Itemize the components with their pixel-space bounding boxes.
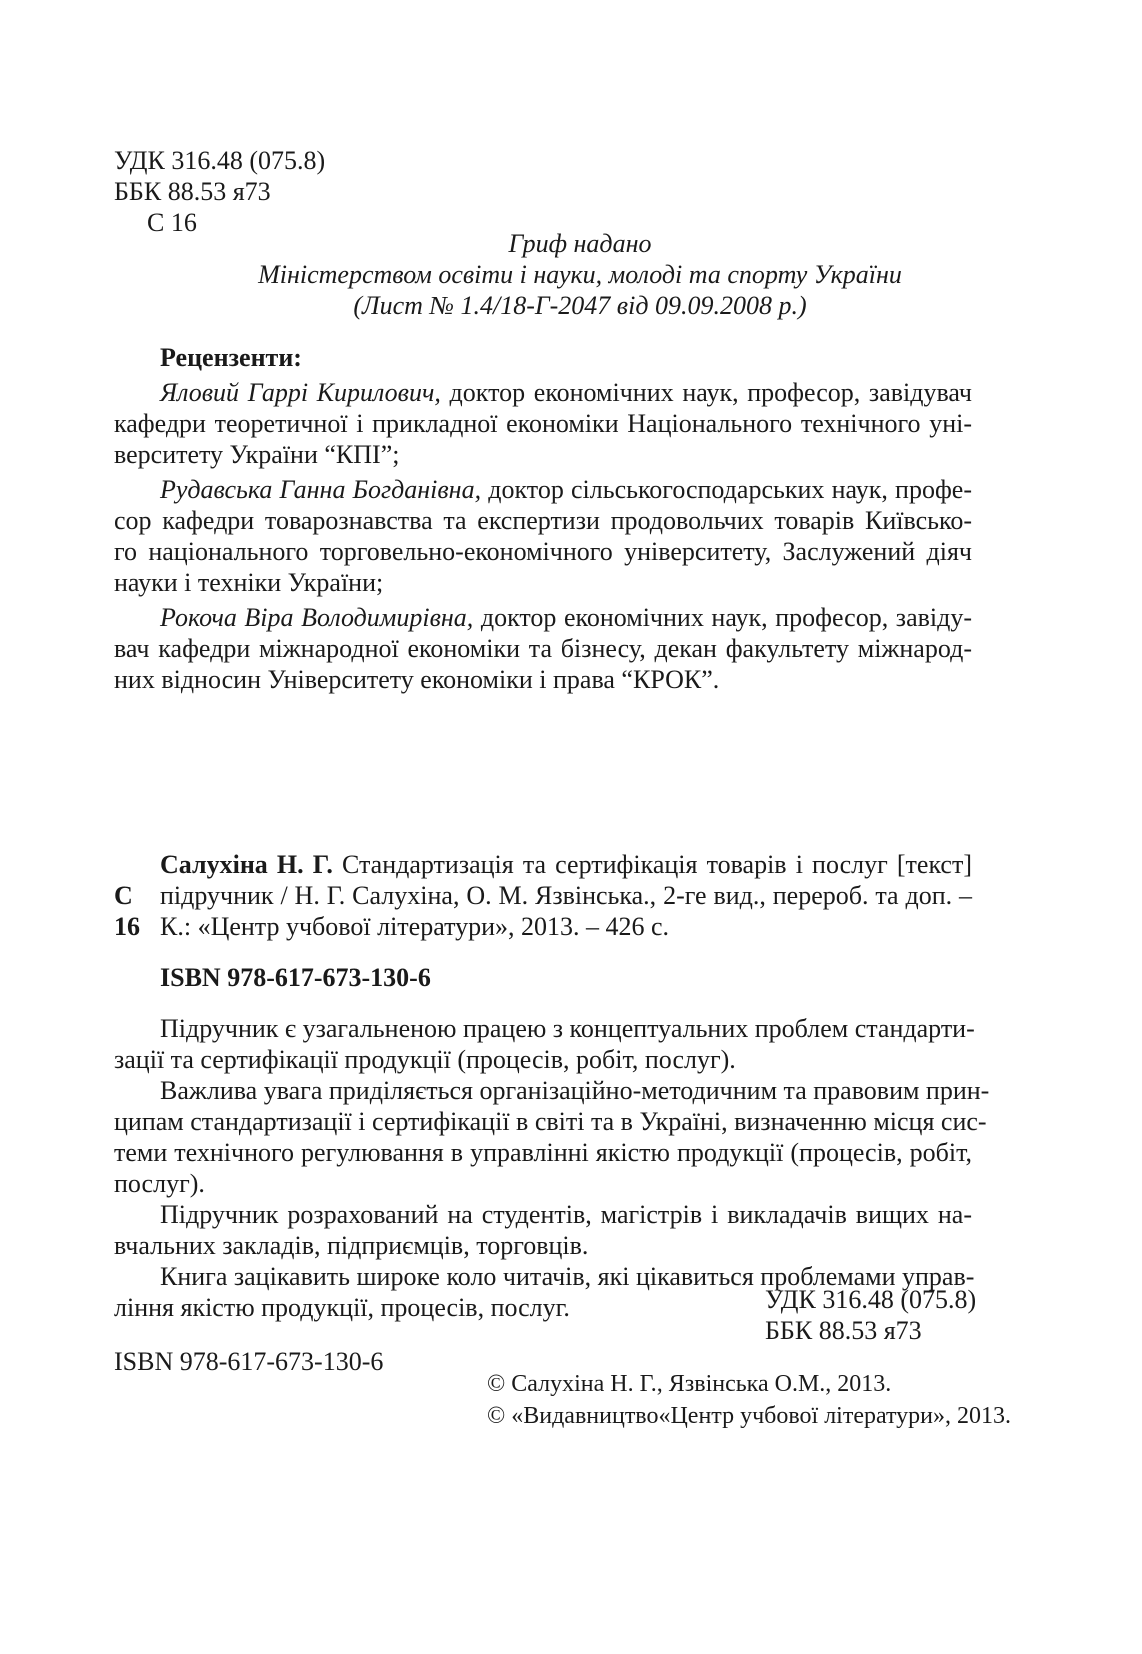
reviewer-entry: [114, 602, 972, 695]
copyright-line-1: © Салухіна Н. Г., Язвінська О.М., 2013.: [487, 1371, 892, 1397]
catalog-mark: С 16: [114, 881, 140, 941]
author-mark: С 16: [147, 208, 197, 237]
bbk-code-bottom: ББК 88.53 я73: [765, 1316, 922, 1345]
catalog-line-2: підручник / Н. Г. Салухіна, О. М. Язвінська., 2-ге вид., перероб. та доп. –: [160, 881, 972, 910]
reviewer-line: них відносин Університету економіки і права “КРОК”.: [114, 665, 720, 694]
classification-block-top: [114, 145, 414, 238]
reviewer-line: го національного торговельно-економічного університету, Заслужений діяч: [114, 537, 972, 566]
reviewer-name: Рудавська Ганна Богданівна,: [160, 475, 482, 504]
abstract-paragraph: Книга зацікавить широке коло читачів, які цікавиться проблемами управ- ління якістю продукції, процесів, послуг.: [114, 1262, 975, 1322]
reviewer-name: Яловий Гаррі Кирилович,: [160, 378, 441, 407]
udk-code: УДК 316.48 (075.8): [114, 146, 326, 175]
copyright-line-2: © «Видавництво«Центр учбової літератури», 2013.: [487, 1403, 1012, 1429]
catalog-entry: [160, 849, 972, 942]
reviewer-name: Рокоча Віра Володимирівна,: [160, 603, 474, 632]
reviewer-line: верситету України “КПІ”;: [114, 440, 400, 469]
reviewer-line: вач кафедри міжнародної економіки та бізнесу, декан факультету міжнарод-: [114, 634, 972, 663]
catalog-line-1: Салухіна Н. Г. Стандартизація та сертифікація товарів і послуг [текст]: [160, 850, 972, 879]
reviewer-line: кафедри теоретичної і прикладної економіки Національного технічного уні-: [114, 409, 972, 438]
reviewer-entry: [114, 474, 972, 598]
catalog-author: Салухіна Н. Г.: [160, 850, 333, 879]
reviewer-line: науки і техніки України;: [114, 568, 384, 597]
reviewers-section: [114, 342, 972, 695]
isbn-plain: ISBN 978-617-673-130-6: [114, 1347, 384, 1376]
reviewers-heading: Рецензенти:: [160, 343, 302, 372]
reviewer-line: Рудавська Ганна Богданівна, доктор сільськогосподарських наук, профе-: [160, 475, 972, 504]
classification-block-bottom: [765, 1284, 1005, 1346]
grif-line-1: Гриф надано: [508, 229, 652, 258]
grif-line-2: Міністерством освіти і науки, молоді та спорту України: [258, 260, 902, 289]
reviewer-line: Рокоча Віра Володимирівна, доктор економічних наук, професор, завіду-: [160, 603, 972, 632]
reviewer-entry: [114, 377, 972, 470]
reviewer-line: Яловий Гаррі Кирилович, доктор економічних наук, професор, завідувач: [160, 378, 972, 407]
grif-block: [220, 228, 940, 321]
catalog-line-3: К.: «Центр учбової літератури», 2013. – 426 с.: [160, 912, 670, 941]
abstract-paragraph: Підручник розрахований на студентів, магістрів і викладачів вищих на- вчальних закладів, підприємців, торговців.: [114, 1200, 972, 1260]
reviewer-line: сор кафедри товарознавства та експертизи продовольчих товарів Київсько-: [114, 506, 972, 535]
abstract-paragraph: Важлива увага приділяється організаційно-методичним та правовим прин- ципам стандартизації і сертифікації в світі та в Україні, визначенню місця сис- теми технічного регулювання в управлінні якістю продукції (процесів, робіт, послуг).: [114, 1076, 990, 1198]
abstract-paragraph: Підручник є узагальненою працею з концептуальних проблем стандарти- зації та сертифікації продукції (процесів, робіт, послуг).: [114, 1014, 975, 1074]
abstract-section: [114, 1013, 990, 1323]
grif-line-3: (Лист № 1.4/18-Г-2047 від 09.09.2008 р.): [353, 291, 807, 320]
bbk-code: ББК 88.53 я73: [114, 177, 271, 206]
copyright-block: [487, 1368, 1012, 1432]
udk-code-bottom: УДК 316.48 (075.8): [765, 1285, 977, 1314]
isbn-bold: ISBN 978-617-673-130-6: [160, 963, 431, 992]
